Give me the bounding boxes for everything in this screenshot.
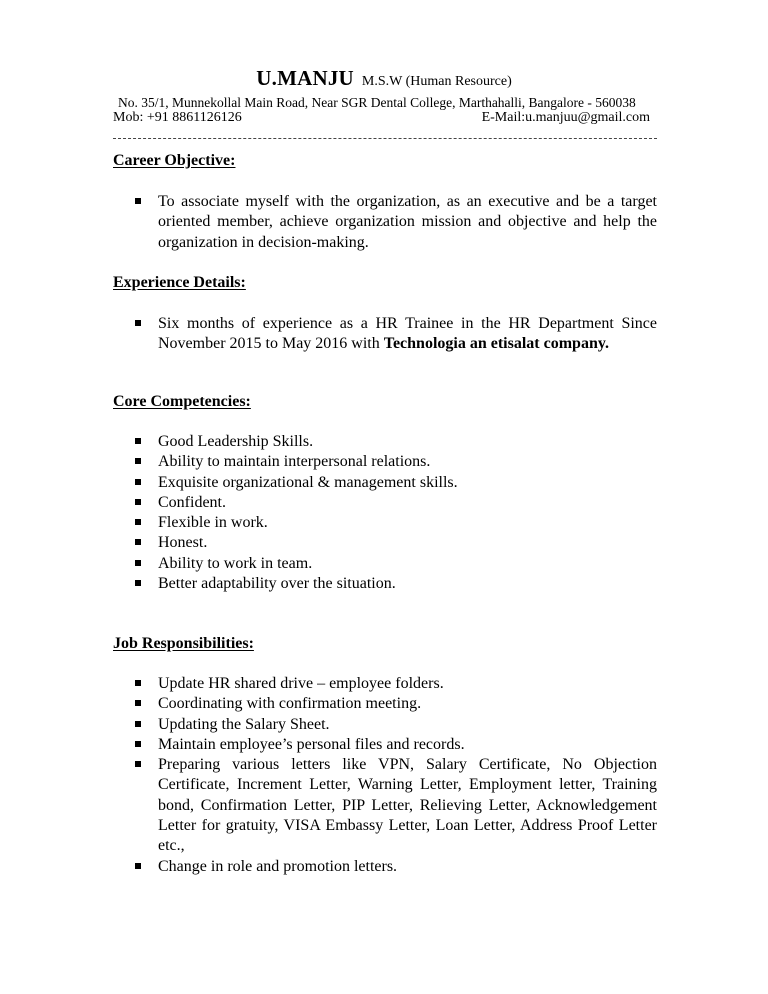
list-item: Good Leadership Skills. [113, 432, 657, 452]
candidate-qualification: M.S.W (Human Resource) [361, 74, 512, 89]
list-item: Confident. [113, 493, 657, 513]
core-competencies-heading: Core Competencies: [113, 393, 251, 410]
header-name-line [0, 66, 768, 91]
list-item: Ability to maintain interpersonal relations. [113, 452, 657, 472]
core-competencies-list [113, 432, 657, 594]
experience-text: Six months of experience as a HR Trainee in the HR Department Since November 2015 to May 2016 with [158, 315, 657, 353]
career-objective-heading: Career Objective: [113, 152, 236, 169]
candidate-name: U.MANJU [256, 66, 354, 90]
header-divider [113, 138, 657, 139]
list-item: To associate myself with the organization, as an executive and be a target oriented member, achieve organization mission and objective and help the organization in decision-making. [113, 192, 657, 253]
job-responsibilities-heading: Job Responsibilities: [113, 635, 254, 652]
list-item: Honest. [113, 533, 657, 553]
list-item: Exquisite organizational & management skills. [113, 473, 657, 493]
experience-list [113, 314, 657, 355]
list-item: Maintain employee’s personal files and records. [113, 735, 657, 755]
candidate-address: No. 35/1, Munnekollal Main Road, Near SGR Dental College, Marthahalli, Bangalore - 560038 [118, 95, 636, 110]
list-item: Preparing various letters like VPN, Salary Certificate, No Objection Certificate, Increment Letter, Warning Letter, Employment letter, Training bond, Confirmation Letter, PIP Letter, Relieving Letter, Acknowledgement Letter for gratuity, VISA Embassy Letter, Loan Letter, Address Proof Letter etc., [113, 755, 657, 856]
contact-line [113, 110, 650, 126]
list-item: Ability to work in team. [113, 554, 657, 574]
job-responsibilities-list [113, 674, 657, 877]
list-item: Flexible in work. [113, 513, 657, 533]
list-item: Better adaptability over the situation. [113, 574, 657, 594]
list-item: Updating the Salary Sheet. [113, 715, 657, 735]
candidate-email: E-Mail:u.manjuu@gmail.com [481, 110, 650, 125]
list-item [113, 314, 657, 355]
experience-heading: Experience Details: [113, 274, 246, 291]
list-item: Coordinating with confirmation meeting. [113, 694, 657, 714]
list-item: Update HR shared drive – employee folders. [113, 674, 657, 694]
list-item: Change in role and promotion letters. [113, 857, 657, 877]
experience-company: Technologia an etisalat company. [383, 335, 609, 353]
career-objective-list [113, 192, 657, 253]
candidate-mobile: Mob: +91 8861126126 [113, 110, 242, 125]
